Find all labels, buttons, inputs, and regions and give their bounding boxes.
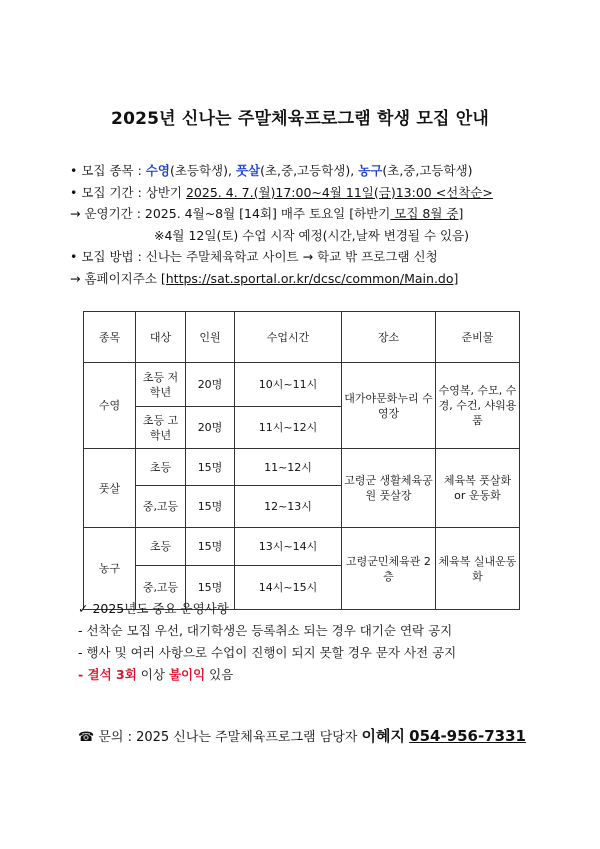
count-cell: 20명 <box>186 407 235 449</box>
period-line: • 모집 기간 : 상반기 2025. 4. 7.(월)17:00~4월 11일(금)13:00 <선착순> <box>70 184 493 200</box>
table-header-row <box>84 312 520 363</box>
operation-notes <box>78 598 558 686</box>
header-target: 대상 <box>136 312 186 363</box>
items-cell: 수영복, 수모, 수경, 수건, 샤워용품 <box>436 363 520 449</box>
header-time: 수업시간 <box>235 312 342 363</box>
recruitment-info <box>70 160 560 289</box>
header-sport: 종목 <box>84 312 136 363</box>
target-cell: 초등 고학년 <box>136 407 186 449</box>
homepage-link[interactable]: [https://sat.sportal.or.kr/dcsc/common/Main.do] <box>160 270 459 286</box>
penalty-warning: 불이익 <box>168 667 206 682</box>
target-cell: 초등 <box>136 449 186 486</box>
period-value: 2025. 4. 7.(월)17:00~4월 11일(금)13:00 <선착순> <box>185 184 493 200</box>
time-cell: 11시~12시 <box>235 407 342 449</box>
count-cell: 15명 <box>186 449 235 486</box>
page-title: 2025년 신나는 주말체육프로그램 학생 모집 안내 <box>111 109 489 129</box>
time-cell: 12~13시 <box>235 486 342 528</box>
header-place: 장소 <box>342 312 436 363</box>
sports-line: • 모집 종목 : 수영(초등학생), 풋살(초,중,고등학생), 농구(초,중,고등학생) <box>70 163 473 178</box>
operation-line: → 운영기간 : 2025. 4월~8월 [14회] 매주 토요일 [하반기 모집 8월 중] <box>70 206 464 221</box>
target-cell: 중,고등 <box>136 566 186 610</box>
table-row <box>84 363 520 407</box>
start-note: ※4월 12일(토) 수업 시작 예정(시간,날짜 변경될 수 있음) <box>154 227 470 243</box>
count-cell: 15명 <box>186 528 235 566</box>
sport-cell: 수영 <box>84 363 136 449</box>
contact-line <box>78 725 526 746</box>
count-cell: 20명 <box>186 363 235 407</box>
place-cell: 고령군 생활체육공원 풋살장 <box>342 449 436 528</box>
place-cell: 고령군민체육관 2층 <box>342 528 436 610</box>
contact-name: 이혜지 <box>361 727 405 745</box>
items-cell: 체육복 풋살화 or 운동화 <box>436 449 520 528</box>
target-cell: 중,고등 <box>136 486 186 528</box>
schedule-table <box>83 311 520 610</box>
time-cell: 10시~11시 <box>235 363 342 407</box>
absence-warning: 결석 3회 <box>87 667 137 682</box>
contact-phone[interactable]: 054-956-7331 <box>409 727 526 745</box>
time-cell: 14시~15시 <box>235 566 342 610</box>
target-cell: 초등 저학년 <box>136 363 186 407</box>
notes-heading: ✓ 2025년도 중요 운영사항 <box>78 601 229 616</box>
header-count: 인원 <box>186 312 235 363</box>
header-items: 준비물 <box>436 312 520 363</box>
sport-cell: 풋살 <box>84 449 136 528</box>
table-row <box>84 449 520 486</box>
homepage-line: → 홈페이지주소 [https://sat.sportal.or.kr/dcsc/common/Main.do] <box>70 270 459 286</box>
sport-swim: 수영 <box>145 163 170 178</box>
time-cell: 11~12시 <box>235 449 342 486</box>
note-line: - 선착순 모집 우선, 대기학생은 등록취소 되는 경우 대기순 연락 공지 <box>78 623 453 638</box>
target-cell: 초등 <box>136 528 186 566</box>
count-cell: 15명 <box>186 566 235 610</box>
phone-icon: ☎ 문의 : 2025 신나는 주말체육프로그램 담당자 <box>78 730 362 745</box>
sport-cell: 농구 <box>84 528 136 610</box>
time-cell: 13시~14시 <box>235 528 342 566</box>
place-cell: 대가야문화누리 수영장 <box>342 363 436 449</box>
sport-basketball: 농구 <box>358 163 383 178</box>
count-cell: 15명 <box>186 486 235 528</box>
note-line: - 행사 및 여러 사항으로 수업이 진행이 되지 못할 경우 문자 사전 공지 <box>78 645 457 660</box>
method-line: • 모집 방법 : 신나는 주말체육학교 사이트 → 학교 밖 프로그램 신청 <box>70 249 438 264</box>
items-cell: 체육복 실내운동화 <box>436 528 520 610</box>
note-line: - 결석 3회 이상 불이익 있음 <box>78 667 234 682</box>
sport-futsal: 풋살 <box>235 163 261 178</box>
table-row <box>84 528 520 566</box>
